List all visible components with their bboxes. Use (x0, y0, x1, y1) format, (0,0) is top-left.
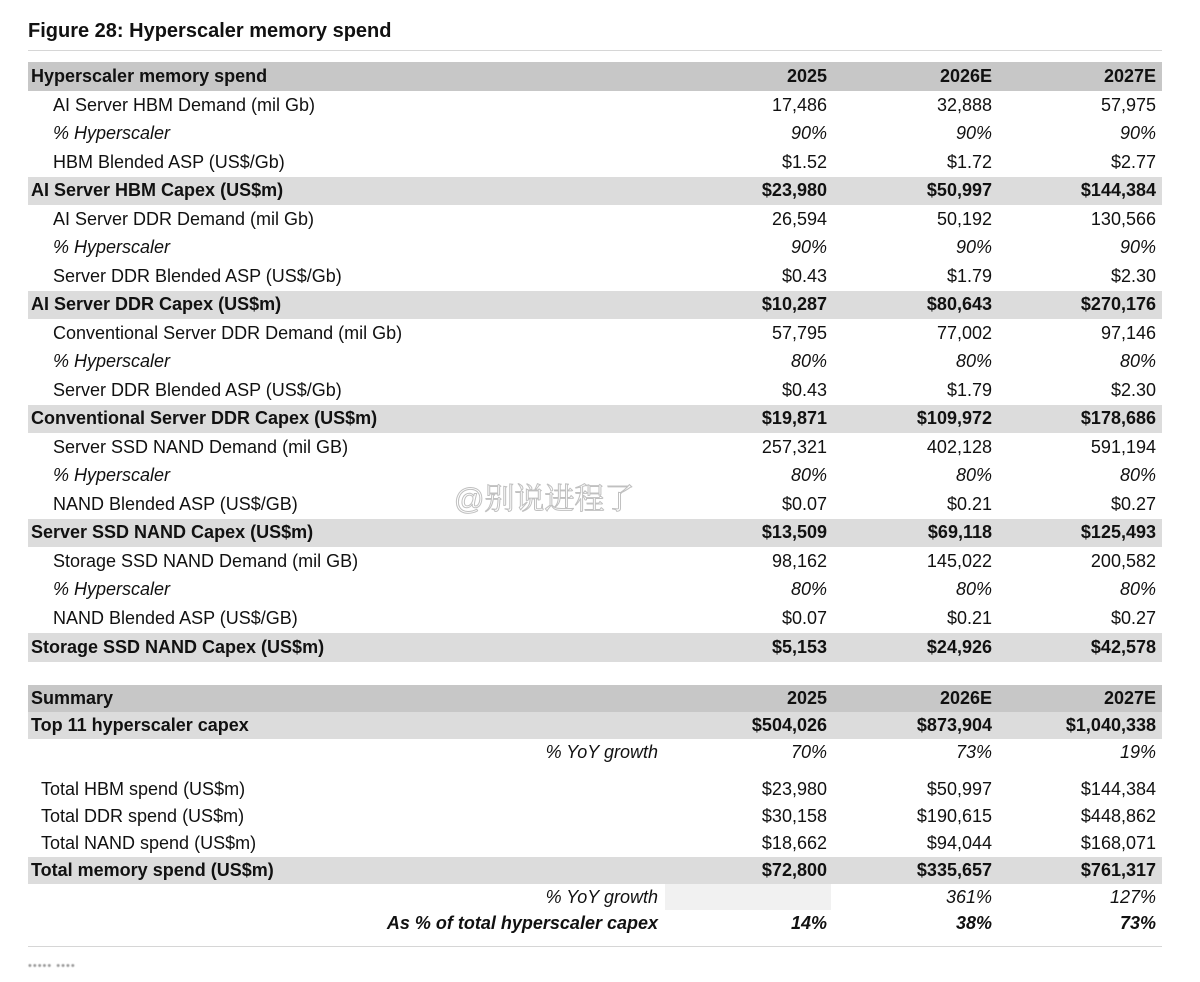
row-label: % Hyperscaler (53, 465, 171, 486)
subtotal-row (28, 177, 1162, 206)
row-label: Conventional Server DDR Demand (mil Gb) (53, 322, 403, 343)
cell-2025: $0.07 (781, 607, 827, 628)
cell-2026e: 32,888 (936, 94, 992, 115)
row-label: Server DDR Blended ASP (US$/Gb) (53, 265, 342, 286)
row-label: Total DDR spend (US$m) (41, 806, 245, 826)
pct-of-capex-row (28, 910, 1162, 936)
cell-2026e: 90% (955, 237, 992, 258)
cell-2027e: 57,975 (1100, 94, 1156, 115)
cell-2025: 80% (790, 579, 827, 600)
cell-2025: $0.43 (781, 379, 827, 400)
cell-2026e: $0.21 (946, 493, 992, 514)
cell-2027e: $0.27 (1110, 607, 1156, 628)
cell-2026e: $1.79 (946, 265, 992, 286)
table-row (28, 319, 1162, 348)
table-row (28, 576, 1162, 605)
title-divider (28, 50, 1162, 51)
row-label: AI Server DDR Capex (US$m) (31, 294, 282, 315)
footer-source-text: ••••• •••• (28, 960, 76, 972)
cell-2025: $72,800 (761, 860, 827, 880)
cell-2025: 90% (790, 237, 827, 258)
cell-2027e: 19% (1119, 742, 1156, 762)
cell-2026e: 90% (955, 123, 992, 144)
cell-2025: 90% (790, 123, 827, 144)
cell-2025: $18,662 (761, 833, 827, 853)
cell-2027e: 130,566 (1090, 208, 1156, 229)
table-row (28, 433, 1162, 462)
total-memory-spend-row (28, 857, 1162, 884)
figure-title: Figure 28: Hyperscaler memory spend (28, 20, 392, 42)
cell-2026e: 361% (945, 886, 992, 907)
cell-2027e: 80% (1119, 465, 1156, 486)
row-label: AI Server HBM Demand (mil Gb) (53, 94, 316, 115)
cell-2025: $0.07 (781, 493, 827, 514)
cell-2026e: $69,118 (927, 522, 992, 543)
row-label: Total NAND spend (US$m) (41, 833, 257, 853)
cell-2027e: $125,493 (1080, 522, 1156, 543)
row-label: AI Server HBM Capex (US$m) (31, 180, 284, 201)
cell-2025: 257,321 (761, 436, 827, 457)
capex-growth-row (28, 739, 1162, 766)
row-label: % YoY growth (545, 742, 658, 762)
cell-2025: $10,287 (761, 294, 827, 315)
row-label: % YoY growth (545, 886, 658, 907)
cell-2027e: $270,176 (1080, 294, 1156, 315)
header-year-2025: 2025 (786, 688, 827, 708)
cell-2027e: 200,582 (1090, 550, 1156, 571)
cell-2025: $13,509 (761, 522, 827, 543)
row-label: % Hyperscaler (53, 351, 171, 372)
cell-2025: $19,871 (761, 408, 827, 429)
row-label: NAND Blended ASP (US$/GB) (53, 607, 298, 628)
cell-2027e: $761,317 (1080, 860, 1156, 880)
cell-2027e: $2.30 (1110, 265, 1156, 286)
header-year-2026e: 2026E (939, 66, 992, 86)
watermark: @别说进程了 (454, 483, 635, 516)
bottom-divider (28, 946, 1162, 947)
cell-2026e: 73% (955, 742, 992, 762)
table-row (28, 348, 1162, 377)
table-row (28, 91, 1162, 120)
cell-2027e: 80% (1119, 579, 1156, 600)
row-label: HBM Blended ASP (US$/Gb) (53, 151, 285, 172)
cell-2026e: 80% (955, 465, 992, 486)
cell-2026e: $1.79 (946, 379, 992, 400)
subtotal-row (28, 633, 1162, 662)
nand-spend-row (28, 830, 1162, 857)
row-label: NAND Blended ASP (US$/GB) (53, 493, 298, 514)
cell-2026e: 77,002 (936, 322, 992, 343)
cell-2025: 70% (790, 742, 827, 762)
cell-2026e: 50,192 (936, 208, 992, 229)
table-row (28, 462, 1162, 491)
cell-2027e: 90% (1119, 237, 1156, 258)
cell-2026e: $0.21 (946, 607, 992, 628)
cell-2027e: 80% (1119, 351, 1156, 372)
cell-2027e: $168,071 (1080, 833, 1156, 853)
cell-2026e: $50,997 (926, 779, 992, 799)
cell-2025: 98,162 (771, 550, 827, 571)
table-row (28, 120, 1162, 149)
row-label: Top 11 hyperscaler capex (31, 715, 249, 735)
cell-2027e: $448,862 (1080, 806, 1156, 826)
cell-2025: $1.52 (781, 151, 827, 172)
cell-2027e: $2.30 (1110, 379, 1156, 400)
cell-2026e: $190,615 (916, 806, 992, 826)
header-year-2025: 2025 (786, 66, 827, 86)
cell-2026e: $24,926 (926, 636, 992, 657)
row-label: As % of total hyperscaler capex (386, 912, 658, 933)
cell-2027e: $178,686 (1080, 408, 1156, 429)
subtotal-row (28, 405, 1162, 434)
row-label: % Hyperscaler (53, 123, 171, 144)
cell-2027e: $0.27 (1110, 493, 1156, 514)
cell-2026e: $335,657 (916, 860, 992, 880)
cell-2027e: 591,194 (1090, 436, 1156, 457)
cell-2025: 17,486 (771, 94, 827, 115)
spacer (28, 766, 1162, 776)
cell-2025: $23,980 (761, 180, 827, 201)
cell-2027e: 90% (1119, 123, 1156, 144)
summary-header-label: Summary (31, 688, 114, 708)
header-year-2027e: 2027E (1103, 66, 1156, 86)
table-row (28, 148, 1162, 177)
cell-2026e: 145,022 (926, 550, 992, 571)
hbm-spend-row (28, 776, 1162, 803)
cell-2025: 57,795 (771, 322, 827, 343)
table-header-row (28, 62, 1162, 91)
row-label: Storage SSD NAND Capex (US$m) (31, 636, 325, 657)
capex-row (28, 712, 1162, 739)
cell-2027e: $1,040,338 (1065, 715, 1156, 735)
table-row (28, 604, 1162, 633)
cell-2026e: 80% (955, 351, 992, 372)
table-row (28, 490, 1162, 519)
cell-2027e: 97,146 (1100, 322, 1156, 343)
cell-2026e: 38% (955, 912, 992, 933)
row-label: % Hyperscaler (53, 237, 171, 258)
subtotal-row (28, 291, 1162, 320)
row-label: Server SSD NAND Demand (mil GB) (53, 436, 349, 457)
table-row (28, 205, 1162, 234)
cell-2026e: $109,972 (916, 408, 992, 429)
ddr-spend-row (28, 803, 1162, 830)
header-year-2027e: 2027E (1103, 688, 1156, 708)
table-row (28, 376, 1162, 405)
cell-2025: $504,026 (751, 715, 827, 735)
row-label: Storage SSD NAND Demand (mil GB) (53, 550, 359, 571)
row-label: Total HBM spend (US$m) (41, 779, 246, 799)
cell-2027e: 73% (1119, 912, 1156, 933)
table-row (28, 262, 1162, 291)
cell-2026e: $50,997 (926, 180, 992, 201)
total-growth-row (28, 884, 1162, 910)
row-label: Total memory spend (US$m) (31, 860, 274, 880)
cell-2026e: 80% (955, 579, 992, 600)
row-label: Server SSD NAND Capex (US$m) (31, 522, 314, 543)
header-year-2026e: 2026E (939, 688, 992, 708)
table-row (28, 234, 1162, 263)
summary-header-row (28, 685, 1162, 712)
row-label: Conventional Server DDR Capex (US$m) (31, 408, 378, 429)
cell-2025: $23,980 (761, 779, 827, 799)
cell-2026e: 402,128 (926, 436, 992, 457)
subtotal-row (28, 519, 1162, 548)
cell-2025 (668, 884, 827, 910)
row-label: AI Server DDR Demand (mil Gb) (53, 208, 315, 229)
cell-2026e: $80,643 (926, 294, 992, 315)
cell-2026e: $873,904 (916, 715, 992, 735)
cell-2027e: $144,384 (1080, 180, 1156, 201)
cell-2027e: $42,578 (1090, 636, 1156, 657)
cell-2027e: $144,384 (1080, 779, 1156, 799)
memory-spend-table (28, 62, 1162, 662)
cell-2027e: $2.77 (1110, 151, 1156, 172)
cell-2025: $5,153 (771, 636, 827, 657)
cell-2026e: $1.72 (946, 151, 992, 172)
cell-2025: 26,594 (771, 208, 827, 229)
table-row (28, 547, 1162, 576)
header-label: Hyperscaler memory spend (31, 66, 268, 86)
row-label: % Hyperscaler (53, 579, 171, 600)
summary-table (28, 685, 1162, 936)
cell-2025: $30,158 (761, 806, 827, 826)
cell-2027e: 127% (1109, 886, 1156, 907)
cell-2025: $0.43 (781, 265, 827, 286)
cell-2025: 14% (790, 912, 827, 933)
cell-2025: 80% (790, 465, 827, 486)
cell-2026e: $94,044 (926, 833, 992, 853)
row-label: Server DDR Blended ASP (US$/Gb) (53, 379, 342, 400)
cell-2025: 80% (790, 351, 827, 372)
